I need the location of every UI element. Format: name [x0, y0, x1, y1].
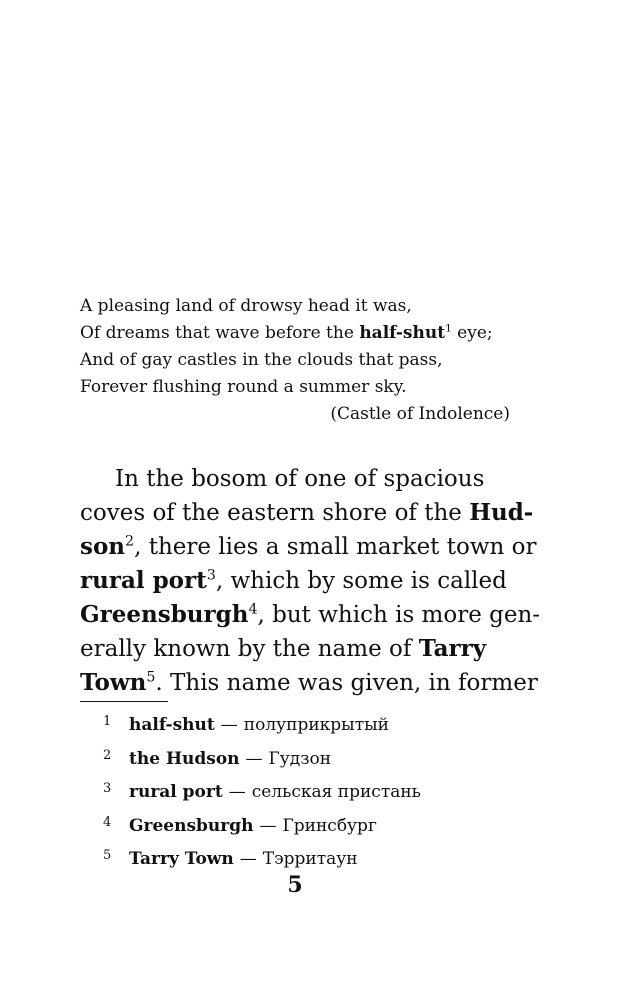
footnote-translation: Тэрритаун: [262, 849, 358, 869]
bold-term: Town: [80, 669, 147, 696]
epigraph-line-text: And of gay castles in the clouds that pass,: [80, 350, 443, 370]
text-line: Greensburgh$^4$, but which is more gen-: [80, 601, 541, 628]
footnote-dash: —: [259, 815, 277, 836]
footnote: [103, 707, 503, 741]
footnote-translation: полуприкрытый: [243, 715, 389, 735]
footnote-term: the Hudson: [129, 748, 240, 769]
footnote-translation: Гудзон: [268, 748, 332, 769]
footnote-number: 4: [103, 814, 112, 830]
footnote-term: rural port: [129, 782, 223, 802]
epigraph-line: [80, 320, 510, 347]
footnote-translation: Гринсбург: [282, 815, 377, 836]
bold-term: son: [80, 533, 126, 560]
epigraph-line-text: Of dreams that wave before the half-shut$^1$ eye;: [80, 322, 493, 343]
footnote-translation: сельская пристань: [251, 782, 421, 802]
epigraph-source: (Castle of Indolence): [330, 404, 510, 424]
footnote: [103, 774, 503, 808]
epigraph-bold-term: half-shut: [359, 323, 446, 343]
footnote-number: 2: [103, 747, 112, 763]
footnote-ref: 2: [125, 533, 135, 550]
footnote: [103, 808, 503, 842]
footnote-ref: 3: [206, 567, 216, 584]
footnote-number: 3: [103, 781, 112, 796]
bold-term: rural port: [80, 567, 207, 594]
footnote-term: Tarry Town: [129, 849, 234, 869]
footnote-term: half-shut: [129, 715, 215, 735]
footnote-ref: 4: [248, 601, 258, 618]
footnote-ref: 5: [146, 669, 156, 686]
footnote-dash: —: [220, 715, 238, 735]
text-line: rural port$^3$, which by some is called: [80, 567, 507, 594]
footnote-term: Greensburgh: [129, 815, 254, 836]
bold-term: Hud-: [469, 499, 534, 526]
footnote-ref: 1: [445, 322, 452, 335]
footnote-divider: [80, 701, 168, 702]
footnote-dash: —: [245, 748, 263, 769]
footnote: [103, 741, 503, 775]
epigraph: [80, 293, 510, 428]
text-line: Town$^5$. This name was given, in former: [80, 669, 538, 696]
epigraph-line-text: A pleasing land of drowsy head it was,: [80, 296, 412, 316]
footnote-number: 5: [103, 848, 112, 863]
epigraph-line-text: Forever flushing round a summer sky.: [80, 377, 407, 397]
footnote-dash: —: [228, 782, 246, 802]
epigraph-line: [80, 374, 510, 401]
page-number: 5: [287, 872, 303, 898]
text-line: son$^2$, there lies a small market town or: [80, 533, 537, 560]
text-line: erally known by the name of Tarry: [80, 635, 487, 662]
bold-term: Greensburgh: [80, 601, 249, 628]
epigraph-line: [80, 293, 510, 320]
footnotes: [103, 707, 503, 875]
footnote: [103, 841, 503, 875]
text-line: coves of the eastern shore of the Hud-: [80, 499, 534, 526]
bold-term: Tarry: [418, 635, 487, 662]
footnote-number: 1: [103, 714, 112, 729]
epigraph-line: [80, 347, 510, 374]
body-text: [80, 462, 541, 700]
footnote-dash: —: [239, 849, 257, 869]
text-line: In the bosom of one of spacious: [115, 466, 485, 492]
